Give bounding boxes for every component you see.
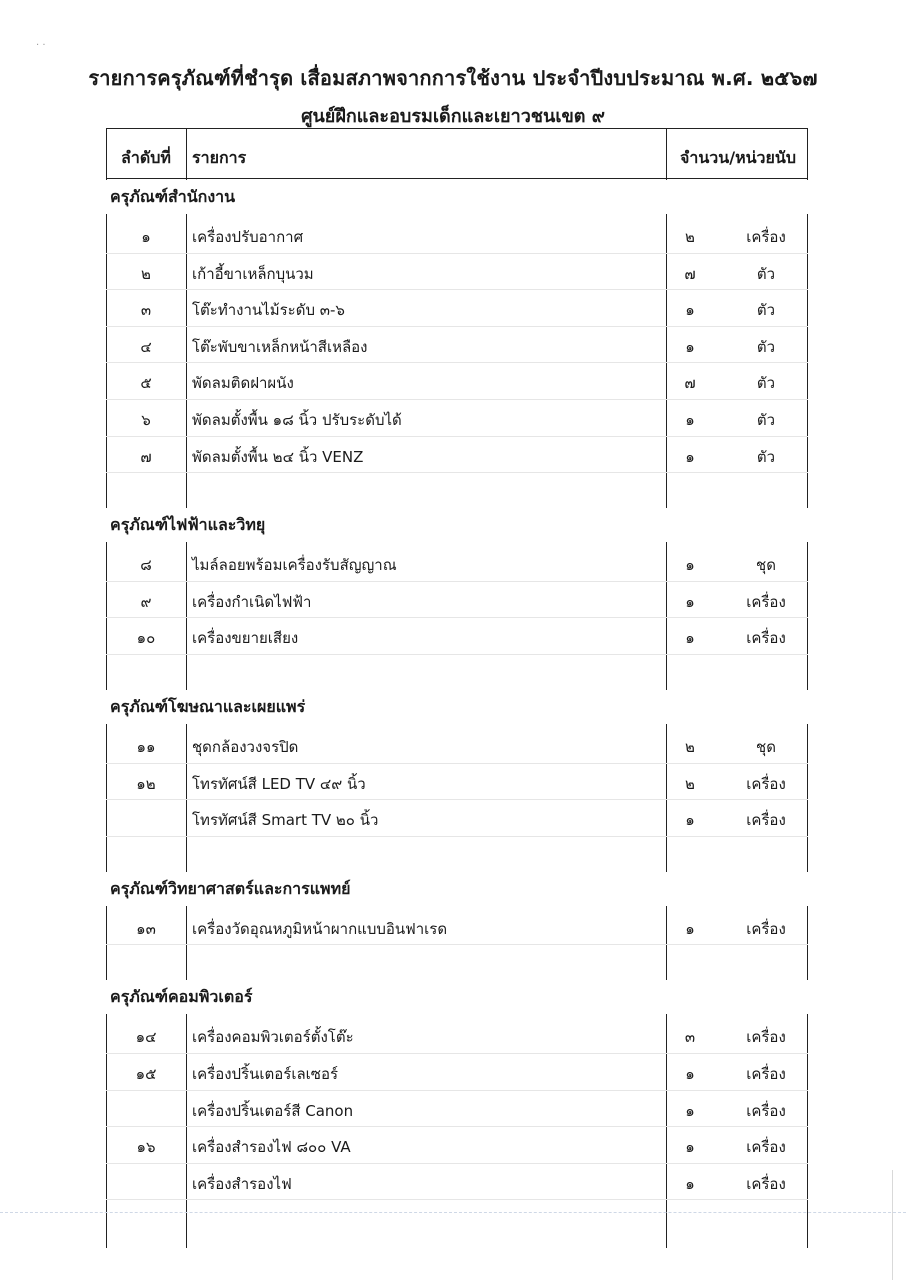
row-unit: เครื่อง [746,1101,786,1120]
row-unit: ตัว [756,447,776,466]
row-separator [106,1199,808,1200]
row-number: ๒ [141,264,151,283]
column-divider-no [186,128,187,1248]
row-item: โทรทัศน์สี Smart TV ๒๐ นิ้ว [192,811,379,830]
section-heading: ครุภัณฑ์โฆษณาและเผยแพร่ [106,690,808,724]
row-unit: เครื่อง [746,774,786,793]
row-quantity: ๑ [685,411,695,429]
row-separator [106,836,808,837]
section-heading: ครุภัณฑ์สำนักงาน [106,180,808,214]
row-unit: เครื่อง [746,1028,786,1047]
row-quantity: ๑ [685,337,695,356]
row-unit: เครื่อง [746,629,786,648]
row-quantity: ๑ [685,447,695,466]
row-quantity: ๑ [685,592,695,611]
header-bottom-border [106,178,808,179]
row-number: ๑๒ [136,774,156,793]
row-item: เครื่องวัดอุณหภูมิหน้าผากแบบอินฟาเรด [192,919,448,938]
row-quantity: ๓ [684,1028,696,1047]
row-item: เครื่องปริ้นเตอร์สี Canon [192,1101,354,1120]
row-separator [106,654,808,655]
row-separator [106,617,808,618]
row-quantity: ๑ [685,301,695,320]
row-unit: เครื่อง [746,811,786,830]
row-number: ๘ [140,556,152,575]
row-number: ๑ [141,228,151,246]
scan-edge-right [892,1170,893,1280]
row-unit: ตัว [756,301,776,320]
document-title: รายการครุภัณฑ์ที่ชำรุด เสื่อมสภาพจากการใช้งาน ประจำปีงบประมาณ พ.ศ. ๒๕๖๗ [88,66,818,90]
row-quantity: ๑ [685,629,695,648]
row-number: ๙ [140,592,152,611]
row-number: ๗ [140,447,152,466]
row-item: ไมล์ลอยพร้อมเครื่องรับสัญญาณ [192,556,397,575]
row-separator [106,436,808,437]
header-no: ลำดับที่ [121,148,171,167]
row-item: เครื่องคอมพิวเตอร์ตั้งโต๊ะ [192,1028,354,1047]
row-quantity: ๒ [685,774,695,793]
row-separator [106,253,808,254]
row-quantity: ๑ [685,811,695,830]
row-separator [106,1053,808,1054]
section-heading: ครุภัณฑ์ไฟฟ้าและวิทยุ [106,508,808,542]
row-separator [106,1163,808,1164]
row-number: ๑๖ [136,1138,156,1157]
row-number: ๕ [140,374,152,393]
inventory-table [106,128,808,1248]
row-number: ๑๕ [135,1065,157,1083]
row-unit: เครื่อง [746,1065,786,1083]
row-separator [106,326,808,327]
scan-edge [0,1212,906,1213]
row-item: โต๊ะทำงานไม้ระดับ ๓-๖ [192,301,345,320]
row-quantity: ๒ [685,228,695,246]
row-quantity: ๑ [685,1065,695,1083]
row-item: พัดลมตั้งพื้น ๒๔ นิ้ว VENZ [192,447,364,466]
row-separator [106,289,808,290]
row-unit: เครื่อง [746,919,786,938]
row-unit: ตัว [756,411,776,429]
row-number: ๑๐ [136,629,156,648]
row-quantity: ๑ [685,1174,695,1193]
section-heading: ครุภัณฑ์วิทยาศาสตร์และการแพทย์ [106,872,808,906]
row-item: ชุดกล้องวงจรปิด [192,738,299,756]
row-separator [106,1090,808,1091]
row-number: ๑๑ [136,738,156,756]
header-qty-unit: จำนวน/หน่วยนับ [680,148,796,167]
row-unit: ตัว [756,264,776,283]
row-quantity: ๗ [684,264,696,283]
row-unit: ชุด [756,738,776,756]
row-separator [106,399,808,400]
row-item: โต๊ะพับขาเหล็กหน้าสีเหลือง [192,337,368,356]
row-item: เก้าอี้ขาเหล็กบุนวม [192,264,314,283]
row-unit: เครื่อง [746,592,786,611]
row-unit: เครื่อง [746,228,786,246]
row-quantity: ๑ [685,1138,695,1157]
row-unit: เครื่อง [746,1174,786,1193]
row-item: พัดลมติดฝาผนัง [192,374,294,393]
row-separator [106,799,808,800]
row-item: เครื่องปริ้นเตอร์เลเซอร์ [192,1065,339,1083]
row-item: เครื่องสำรองไฟ ๘๐๐ VA [192,1138,351,1157]
row-item: เครื่องสำรองไฟ [192,1174,292,1193]
row-quantity: ๗ [684,374,696,393]
row-quantity: ๑ [685,919,695,938]
row-item: เครื่องปรับอากาศ [192,228,304,246]
row-unit: ตัว [756,337,776,356]
row-item: เครื่องขยายเสียง [192,629,299,648]
row-number: ๓ [140,301,152,320]
row-separator [106,581,808,582]
row-item: โทรทัศน์สี LED TV ๔๙ นิ้ว [192,774,366,793]
row-separator [106,472,808,473]
row-item: เครื่องกำเนิดไฟฟ้า [192,592,312,611]
row-quantity: ๑ [685,556,695,575]
row-number: ๑๓ [136,919,156,938]
table-top-border [106,128,808,129]
row-item: พัดลมตั้งพื้น ๑๘ นิ้ว ปรับระดับได้ [192,411,402,429]
row-unit: เครื่อง [746,1138,786,1157]
row-separator [106,362,808,363]
row-separator [106,1126,808,1127]
row-quantity: ๒ [685,738,695,756]
row-number: ๑๔ [135,1028,157,1047]
column-divider-qty [666,128,667,1248]
row-number: ๔ [140,337,152,356]
row-quantity: ๑ [685,1101,695,1120]
section-heading: ครุภัณฑ์คอมพิวเตอร์ [106,980,808,1014]
row-separator [106,763,808,764]
scan-speck: · · [36,40,46,51]
row-unit: ชุด [756,556,776,575]
row-unit: ตัว [756,374,776,393]
header-item: รายการ [192,148,247,167]
row-number: ๖ [141,411,151,429]
row-separator [106,944,808,945]
document-subtitle: ศูนย์ฝึกและอบรมเด็กและเยาวชนเขต ๙ [301,106,605,127]
